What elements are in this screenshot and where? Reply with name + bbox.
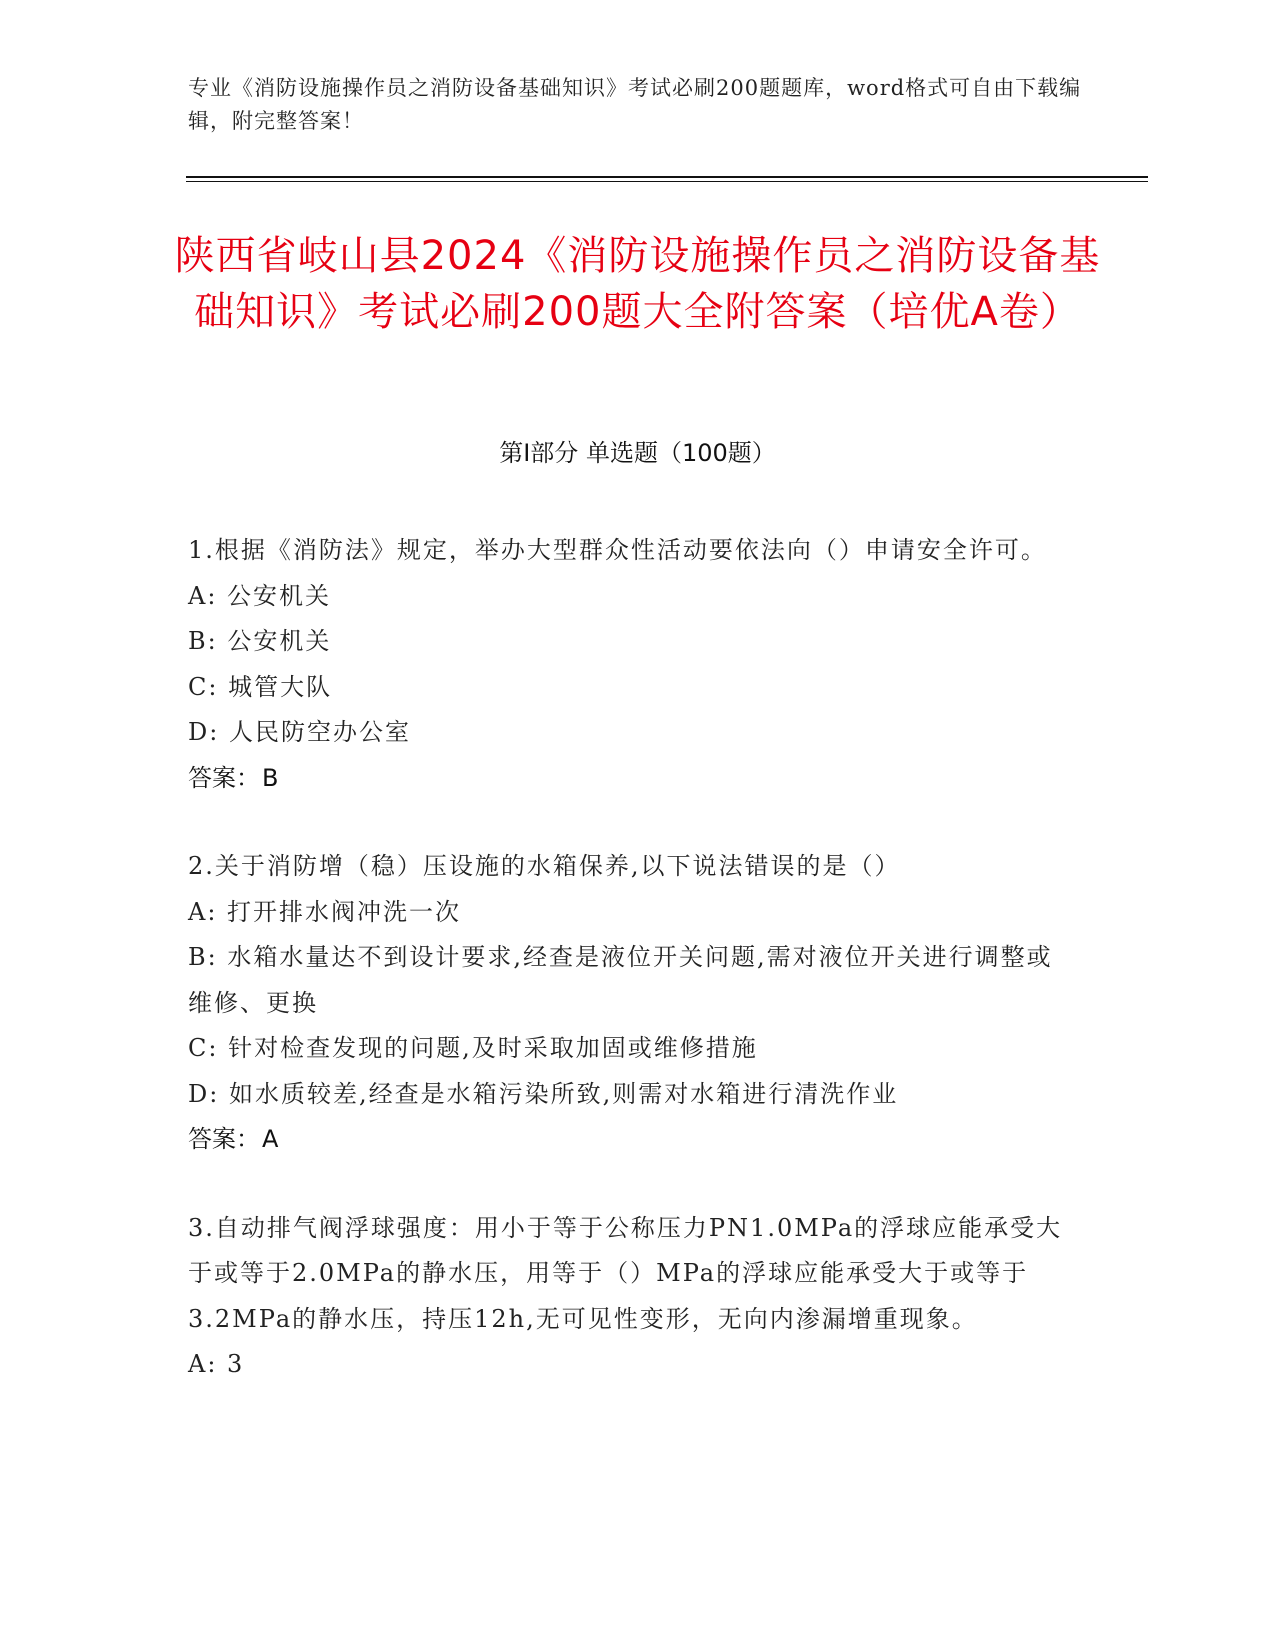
question-list (188, 528, 1068, 1431)
question-2 (188, 844, 1068, 1163)
question-stem: 1.根据《消防法》规定，举办大型群众性活动要依法向（）申请安全许可。 (188, 536, 1047, 564)
header-divider (186, 176, 1148, 178)
answer-value: A (262, 1125, 279, 1153)
answer-label: 答案： (188, 763, 260, 792)
section-heading: 第I部分 单选题（100题） (499, 439, 776, 467)
answer-value: B (262, 763, 279, 792)
option-a: A: 3 (188, 1350, 245, 1378)
question-stem: 3.自动排气阀浮球强度：用小于等于公称压力PN1.0MPa的浮球应能承受大于或等于2.0MPa的静水压，用等于（）MPa的浮球应能承受大于或等于3.2MPa的静水压，持压12h,无可见性变形，无向内渗漏增重现象。 (188, 1213, 1063, 1333)
document-title: 陕西省岐山县2024《消防设施操作员之消防设备基础知识》考试必刷200题大全附答案（培优A卷） (174, 233, 1101, 335)
question-3 (188, 1206, 1068, 1388)
option-a: A: 公安机关 (188, 581, 332, 610)
option-d: D: 人民防空办公室 (188, 718, 411, 746)
header-note: 专业《消防设施操作员之消防设备基础知识》考试必刷200题题库，word格式可自由下载编辑，附完整答案！ (188, 76, 1082, 133)
option-a: A: 打开排水阀冲洗一次 (188, 897, 462, 926)
option-c: C: 城管大队 (188, 672, 333, 701)
option-b: B: 水箱水量达不到设计要求,经查是液位开关问题,需对液位开关进行调整或维修、更换 (188, 943, 1053, 1017)
header-divider-thin (186, 181, 1148, 182)
option-c: C: 针对检查发现的问题,及时采取加固或维修措施 (188, 1034, 758, 1062)
answer-label: 答案： (188, 1125, 260, 1153)
answer-line (188, 1117, 1068, 1163)
answer-line (188, 756, 1068, 802)
option-b: B: 公安机关 (188, 627, 332, 655)
option-d: D: 如水质较差,经查是水箱污染所致,则需对水箱进行清洗作业 (188, 1079, 899, 1108)
question-stem: 2.关于消防增（稳）压设施的水箱保养,以下说法错误的是（） (188, 852, 901, 880)
question-1 (188, 528, 1068, 801)
